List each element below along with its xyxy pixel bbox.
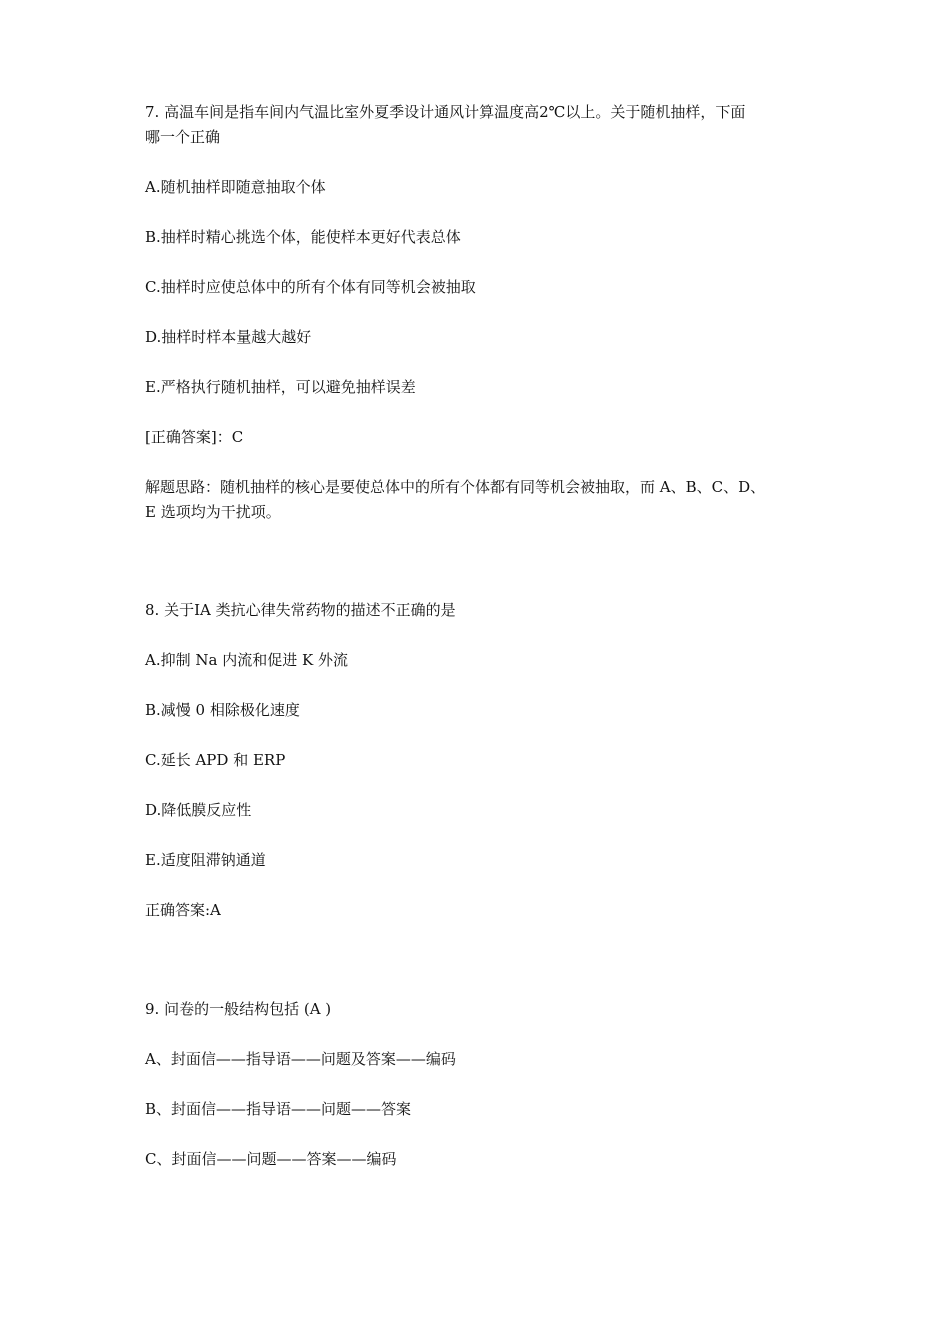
q7-analysis-line1: 解题思路：随机抽样的核心是要使总体中的所有个体都有同等机会被抽取，而 A、B、C、D、 bbox=[145, 478, 766, 496]
q7-option-b: B.抽样时精心挑选个体，能使样本更好代表总体 bbox=[145, 228, 461, 246]
q8-option-b: B.减慢 0 相除极化速度 bbox=[145, 701, 300, 719]
q8-option-e: E.适度阻滞钠通道 bbox=[145, 851, 266, 869]
q7-option-d: D.抽样时样本量越大越好 bbox=[145, 328, 312, 346]
q7-stem-line1: 7. 高温车间是指车间内气温比室外夏季设计通风计算温度高2℃以上。关于随机抽样，下面 bbox=[145, 103, 746, 121]
q9-option-a: A、封面信——指导语——问题及答案——编码 bbox=[145, 1050, 456, 1068]
q9-option-c: C、封面信——问题——答案——编码 bbox=[145, 1150, 397, 1168]
q8-option-c: C.延长 APD 和 ERP bbox=[145, 751, 286, 769]
q7-analysis-line2: E 选项均为干扰项。 bbox=[145, 503, 281, 521]
q8-option-d: D.降低膜反应性 bbox=[145, 801, 252, 819]
q7-option-a: A.随机抽样即随意抽取个体 bbox=[145, 178, 326, 196]
q9-option-b: B、封面信——指导语——问题——答案 bbox=[145, 1100, 412, 1118]
q7-answer: [正确答案]：C bbox=[145, 428, 244, 446]
q7-option-c: C.抽样时应使总体中的所有个体有同等机会被抽取 bbox=[145, 278, 476, 296]
q8-stem: 8. 关于ⅠA 类抗心律失常药物的描述不正确的是 bbox=[145, 601, 456, 619]
q9-stem: 9. 问卷的一般结构包括 (A ) bbox=[145, 1000, 332, 1018]
q7-option-e: E.严格执行随机抽样，可以避免抽样误差 bbox=[145, 378, 416, 396]
q8-option-a: A.抑制 Na 内流和促进 K 外流 bbox=[145, 651, 348, 669]
q8-answer: 正确答案:A bbox=[145, 901, 221, 919]
q7-stem-line2: 哪一个正确 bbox=[145, 128, 221, 146]
